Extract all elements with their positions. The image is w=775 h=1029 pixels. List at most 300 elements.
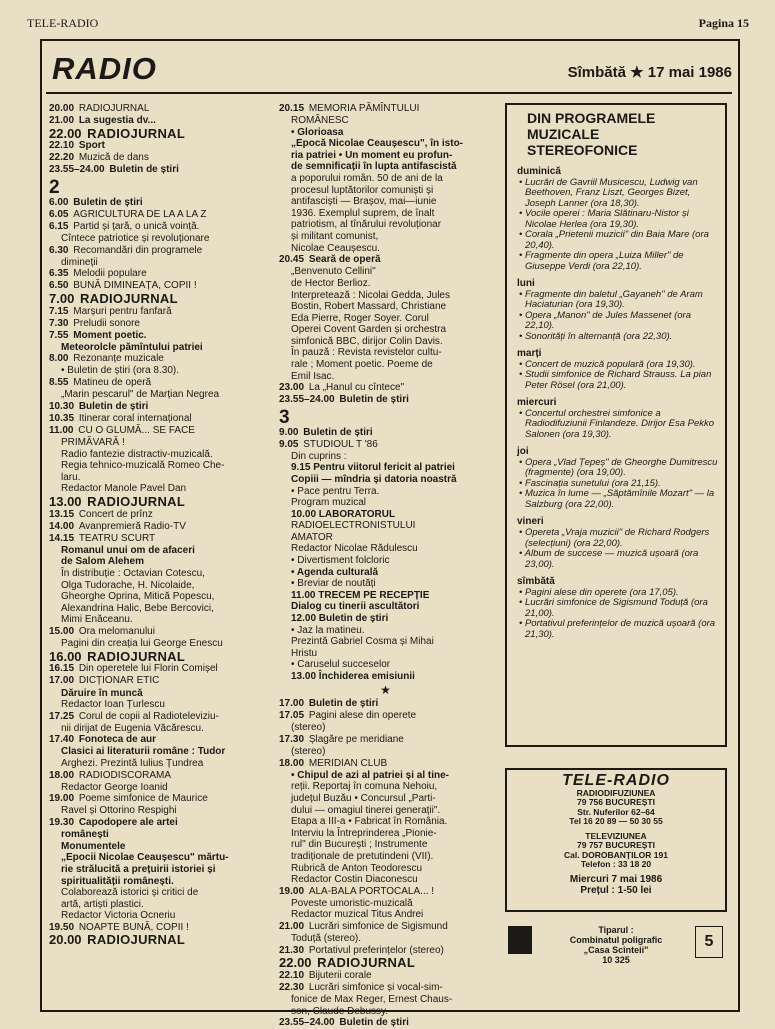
program-detail: nii dirijat de Eugenia Văcărescu. [61, 722, 204, 734]
program-time: 17.25 [49, 710, 75, 722]
stereo-day-heading: vineri [517, 516, 544, 528]
stereo-day-heading: duminică [517, 166, 561, 177]
program-title: Marșuri pentru fanfară [73, 305, 172, 317]
program-detail: • Chipul de azi al patriei și al tine- [291, 769, 449, 781]
program-title: Bijuterii corale [308, 969, 372, 981]
program-title: TEATRU SCURT [78, 532, 156, 544]
stereo-program-item: • Portativul preferințelor de muzică ușoară (ora 21,30). [525, 619, 719, 640]
program-detail: Romanul unui om de afaceri [61, 544, 195, 556]
program-time: 21.30 [279, 944, 305, 956]
program-entry [279, 394, 492, 406]
program-detail: „Epocii Nicolae Ceaușescu" mărtu- [61, 852, 229, 864]
program-entry [49, 413, 262, 425]
program-detail: laru. [61, 471, 81, 483]
program-time: 23.55–24.00 [279, 394, 335, 406]
program-entry [279, 886, 492, 898]
program-detail: Din cuprins : [291, 450, 347, 462]
program-detail: • Jaz la matineu. [291, 624, 365, 636]
program-detail: În pauză : Revista revistelor cultu- [291, 347, 442, 359]
stereo-column [505, 103, 727, 747]
program-time: 22.00 [279, 955, 312, 971]
program-detail: tradiționale de pretutindeni (VII). [291, 850, 434, 862]
program-detail: PRIMĂVARĂ ! [61, 437, 125, 449]
program-title: Buletin de știri [109, 164, 179, 176]
program-detail: Redactor Costin Diaconescu [291, 874, 418, 886]
program-entry [279, 982, 492, 994]
program-title: CU O GLUMĂ... SE FACE [78, 424, 195, 436]
program-detail: RADIOELECTRONISTULUI [291, 520, 416, 532]
program-time: 22.20 [49, 152, 75, 164]
stereo-program-item: • Muzica în lume — „Săptămînile Mozart" — la Salzburg (ora 22,00). [525, 489, 719, 510]
program-time: 6.50 [49, 280, 69, 292]
program-title: Lucrări simfonice de Sigismund [308, 920, 448, 932]
program-entry [49, 934, 262, 946]
program-time: 8.00 [49, 353, 69, 365]
program-detail: (stereo) [291, 722, 326, 734]
radio-address-1: 79 756 BUCUREȘTI [577, 797, 655, 807]
program-detail: • Divertisment folcloric [291, 555, 390, 567]
program-detail: Redactor Nicolae Rădulescu [291, 543, 418, 555]
program-detail: 9.15 Pentru viitorul fericit al patriei [291, 462, 455, 474]
program-title: MERIDIAN CLUB [308, 757, 388, 769]
program-time: 8.55 [49, 377, 69, 389]
program-title: Concert de prînz [78, 508, 153, 520]
program-time: 20.15 [279, 103, 305, 114]
program-title: RADIODISCORAMA [78, 769, 172, 781]
program-title: Buletin de știri [339, 394, 409, 406]
program-title: Corul de copii al Radioteleviziu- [78, 710, 219, 722]
stereo-program-item: • Album de succese — muzică ușoară (ora 23,00). [525, 549, 719, 570]
radio-org: RADIODIFUZIUNEA [576, 787, 656, 798]
program-detail: „Epocă Nicolae Ceaușescu", în isto- [291, 138, 464, 150]
program-detail: Cîntece patriotice și revoluționare [61, 232, 210, 244]
program-entry [279, 254, 492, 266]
stereo-box-title [527, 110, 719, 158]
program-entry [49, 318, 262, 330]
program-detail: Redactor muzical Titus Andrei [291, 909, 424, 921]
program-detail: Regia tehnico-muzicală Romeo Che- [61, 460, 225, 472]
program-detail: spiritualității românești. [61, 875, 174, 887]
program-title: BUNĂ DIMINEAȚA, COPII ! [73, 280, 197, 292]
program-detail: (stereo) [291, 746, 326, 758]
program-detail: județul Buzău • Concursul „Parti- [291, 792, 436, 804]
program-detail: Eda Pierre, Roger Soyer. Corul [291, 312, 429, 324]
program-title: STUDIOUL T '86 [303, 438, 378, 450]
program-title: Buletin de știri [308, 698, 379, 710]
program-entry [49, 770, 262, 782]
program-detail: Arghezi. Prezintă Iulius Țundrea [61, 758, 204, 770]
program-time: 13.00 [49, 494, 82, 509]
program-time: 21.00 [49, 115, 75, 127]
program-entry [49, 425, 262, 437]
program-entry [49, 103, 262, 115]
program-time: 21.00 [279, 920, 305, 932]
program-time: 6.15 [49, 220, 69, 232]
program-detail: Redactor Victoria Ocneriu [61, 910, 176, 922]
program-entry [49, 533, 262, 545]
program-entry [49, 521, 262, 533]
publisher-box [505, 768, 727, 912]
program-entry [49, 209, 262, 221]
tv-address-2: Cal. DOROBANȚILOR 191 [564, 849, 668, 860]
program-detail: Copiii — mîndria și datoria noastră [291, 473, 457, 485]
section-date: Sîmbătă ★ 17 mai 1986 [567, 64, 732, 81]
program-detail: patriotism, al tînărului revoluționar [291, 219, 442, 231]
program-title: Itinerar coral internațional [78, 412, 192, 424]
program-time: 20.45 [279, 254, 305, 266]
program-time: 15.00 [49, 626, 75, 638]
program-time: 14.15 [49, 532, 75, 544]
tv-address-1: 79 757 BUCUREȘTI [577, 840, 655, 850]
program-title: Poeme simfonice de Maurice [78, 793, 208, 805]
program-time: 9.05 [279, 438, 299, 450]
tv-phone: Telefon : 33 18 20 [580, 859, 652, 869]
program-time: 10.35 [49, 412, 75, 424]
program-entry [49, 793, 262, 805]
program-entry [49, 401, 262, 413]
program-time: 23.55–24.00 [49, 164, 105, 176]
program-time: 6.30 [49, 244, 69, 256]
program-detail: Colaborează istorici și critici de [61, 887, 199, 899]
program-detail: • Agenda culturală [291, 566, 379, 578]
stereo-day-heading: marți [517, 348, 542, 360]
separator-star-icon: ★ [380, 682, 391, 697]
program-entry [49, 306, 262, 318]
program-time: 16.00 [49, 648, 82, 664]
program-title: La „Hanul cu cîntece" [308, 382, 405, 394]
program-detail: dului — omagiul tinerei generații". [291, 804, 441, 816]
printer-line: 10 325 [602, 955, 630, 965]
program-time: 10.30 [49, 400, 75, 412]
program-time: 7.15 [49, 305, 69, 317]
stereo-days-list [517, 166, 719, 640]
printer-line: Combinatul poligrafic [569, 935, 663, 945]
printer-block [505, 922, 727, 972]
stereo-box [505, 103, 727, 747]
program-detail: Dialog cu tinerii ascultători [291, 601, 420, 613]
program-entry [49, 330, 262, 342]
program-time: 20.00 [49, 103, 75, 114]
program-detail: și militant comunist, [291, 231, 379, 243]
program-title: Seară de operă [308, 254, 381, 266]
program-time: 7.00 [49, 290, 75, 306]
stereo-day-heading: sîmbătă [517, 576, 555, 588]
program-detail: Monumentele [61, 840, 126, 852]
program-entry [279, 921, 492, 933]
program-detail: Interviu la Întreprinderea „Pionie- [291, 827, 437, 839]
program-detail: ROMÂNESC [291, 115, 349, 127]
program-time: 6.05 [49, 208, 69, 220]
program-time: 19.30 [49, 817, 75, 829]
program-time: 22.10 [279, 969, 305, 981]
program-detail: • Caruselul succeselor [291, 659, 391, 671]
day-number: 2 [49, 177, 60, 199]
program-detail: artă, artiști plastici. [61, 898, 144, 910]
program-detail: reții. Reportaj în comuna Nehoiu, [291, 781, 438, 793]
program-title: Sport [78, 140, 105, 152]
program-title: Rezonanțe muzicale [73, 353, 164, 365]
stereo-program-item: • Opera „Manon" de Jules Massenet (ora 22,10). [525, 311, 719, 332]
program-time: 14.00 [49, 520, 75, 532]
program-time: 9.00 [279, 426, 299, 438]
program-detail: antifasciști — Brașov, mai—iunie [291, 196, 437, 208]
program-time: 11.00 [49, 424, 74, 436]
stereo-program-item: • Sonorități în alternanță (ora 22,30). [525, 332, 719, 343]
program-entry [49, 197, 262, 209]
stereo-program-item: • Lucrări simfonice de Sigismund Toduță (ora 21,00). [525, 598, 719, 619]
program-title: Portativul preferințelor (stereo) [308, 944, 444, 956]
program-entry [279, 758, 492, 770]
stereo-program-item: • Fragmente din opera „Luiza Miller" de Giuseppe Verdi (ora 22,10). [525, 251, 719, 272]
program-entry [49, 817, 262, 829]
program-time: 17.30 [279, 733, 305, 745]
program-title: Fonoteca de aur [78, 734, 157, 746]
program-entry [279, 957, 492, 969]
program-title: RADIOJURNAL [317, 955, 416, 971]
program-title: AGRICULTURA DE LA A LA Z [73, 208, 207, 220]
stereo-day-heading: miercuri [517, 397, 557, 409]
program-detail: românești [61, 829, 109, 841]
program-time: 6.35 [49, 268, 69, 280]
issue-price: Prețul : 1-50 lei [580, 885, 652, 896]
program-detail: Redactor Manole Pavel Dan [61, 483, 187, 495]
program-detail: Alexandrina Halic, Bebe Bercovici, [61, 602, 214, 614]
program-entry [49, 245, 262, 257]
program-entry [49, 140, 262, 152]
program-time: 20.00 [49, 932, 82, 948]
program-time: 22.00 [49, 125, 82, 141]
program-detail: ria patriei • Un moment eu profun- [291, 149, 453, 161]
program-title: Șlagăre pe meridiane [308, 733, 404, 745]
program-detail: Meteorolcle pămîntului patriei [61, 341, 203, 353]
program-entry [279, 710, 492, 722]
program-detail: son, Claude Debussy. [291, 1005, 389, 1017]
tv-org: TELEVIZIUNEA [585, 830, 647, 841]
program-entry [49, 268, 262, 280]
program-title: Buletin de știri [78, 400, 149, 412]
program-time: 18.00 [49, 769, 75, 781]
program-entry [49, 675, 262, 687]
program-detail: „Benvenuto Cellini" [291, 266, 376, 278]
stereo-program-item: • Corala „Prietenii muzicii" din Baia Mare (ora 20,40). [525, 230, 719, 251]
program-detail: Hristu [291, 647, 318, 659]
program-detail: 12.00 Buletin de știri [291, 613, 389, 625]
page-number: Pagina 15 [698, 16, 749, 30]
program-detail: rie strălucită a prețuirii istoriei și [61, 863, 216, 875]
program-entry [279, 103, 492, 115]
radio-address-2: Str. Nuferilor 62–64 [577, 806, 655, 817]
program-detail: rale ; Moment poetic. Poeme de [291, 359, 433, 371]
issue-date: Miercuri 7 mai 1986 [569, 873, 663, 885]
program-detail: 1936. Exemplul suprem, de înalt [291, 207, 435, 219]
program-entry [279, 734, 492, 746]
program-entry [49, 353, 262, 365]
program-entry [279, 382, 492, 394]
stereo-title-line: STEREOFONICE [527, 142, 638, 158]
stereo-program-item: • Fascinația sunetului (ora 21,15). [525, 479, 719, 490]
program-title: Buletin de știri [339, 1017, 409, 1029]
program-detail: Gheorghe Oprina, Mitică Popescu, [61, 591, 215, 603]
program-detail: „Marin pescarul" de Marțian Negrea [61, 389, 220, 401]
program-detail: Redactor Ioan Țurlescu [61, 699, 165, 711]
program-entry [49, 377, 262, 389]
program-detail: Emil Isac. [291, 370, 335, 382]
program-title: RADIOJURNAL [78, 103, 150, 114]
program-time: 23.00 [279, 382, 305, 394]
program-entry [279, 427, 492, 439]
program-detail: procesul luptătorilor comuniști și [291, 184, 434, 196]
program-title: RADIOJURNAL [87, 648, 186, 664]
program-title: RADIOJURNAL [79, 290, 178, 306]
program-detail: Program muzical [291, 497, 367, 509]
program-detail: Operei Covent Garden și orchestra [291, 324, 447, 336]
program-title: MEMORIA PĂMÎNTULUI [308, 103, 420, 114]
program-detail: În distribuție : Octavian Cotescu, [61, 568, 205, 580]
program-detail: simfonică BBC, dirijor Colin Davis. [291, 335, 443, 347]
program-title: RADIOJURNAL [87, 125, 186, 141]
program-detail: Nicolae Ceaușescu. [291, 242, 380, 254]
program-detail: Rubrică de Anton Teodorescu [291, 862, 423, 874]
program-detail: Poveste umoristic-muzicală [291, 897, 413, 909]
program-column-1 [49, 103, 262, 947]
program-detail: • Glorioasa [291, 126, 344, 138]
program-title: RADIOJURNAL [87, 932, 186, 948]
program-detail: rul" din București ; Instrumente [291, 839, 428, 851]
program-detail: Bostin, Robert Massard, Christiane [291, 301, 447, 313]
radio-phone: Tel 16 20 89 — 50 30 55 [569, 816, 663, 826]
program-detail: Prezintă Gabriel Cosma și Mihai [291, 636, 434, 648]
program-time: 16.15 [49, 663, 75, 675]
stereo-day-heading: luni [517, 278, 535, 290]
program-detail: fonice de Max Reger, Ernest Chaus- [291, 994, 453, 1006]
program-title: Pagini alese din operete [308, 710, 417, 722]
program-entry [49, 663, 262, 675]
stereo-program-item: • Pagini alese din operete (ora 17,05). [525, 588, 719, 599]
program-entry [49, 711, 262, 723]
program-detail: • Breviar de noutăți [291, 578, 376, 590]
program-title: Matineu de operă [73, 377, 152, 389]
program-detail: de Salom Alehem [61, 556, 144, 568]
program-time: 23.55–24.00 [279, 1017, 335, 1029]
program-time: 18.00 [279, 757, 305, 769]
program-entry [49, 152, 262, 164]
stereo-title-line: DIN PROGRAMELE [527, 110, 656, 126]
program-title: DICȚIONAR ETIC [78, 675, 160, 687]
program-detail: AMATOR [291, 531, 333, 543]
publisher-brand: TELE-RADIO [562, 772, 670, 789]
stereo-program-item: • Fragmente din baletul „Gayaneh" de Aram Haciaturian (ora 19,30). [525, 290, 719, 311]
program-entry [49, 734, 262, 746]
program-title: Melodii populare [73, 268, 147, 280]
program-time: 7.30 [49, 317, 69, 329]
program-title: Preludii sonore [73, 317, 140, 329]
print-number-badge: 5 [695, 926, 723, 958]
printer-line: Tiparul : [598, 925, 634, 935]
program-title: Buletin de știri [303, 426, 373, 438]
program-detail: de semnificații în lupta antifascistă [291, 161, 457, 173]
title-rule [46, 92, 732, 94]
program-entry [49, 509, 262, 521]
program-title: La sugestia dv... [78, 115, 156, 127]
program-entry [279, 1017, 492, 1029]
program-title: Lucrări simfonice și vocal-sim- [308, 981, 443, 993]
program-time: 22.30 [279, 981, 305, 993]
program-detail: de Hector Berlioz. [291, 277, 371, 289]
program-detail: Redactor George Ioanid [61, 781, 168, 793]
program-detail: Interpretează : Nicolai Gedda, Jules [291, 289, 450, 301]
program-entry [49, 221, 262, 233]
program-time: 19.00 [279, 885, 305, 897]
stereo-program-item: • Concertul orchestrei simfonice a Radiodifuziunii Finlandeze. Dirijor Esa Pekko Salonen (ora 19,30). [525, 409, 719, 441]
program-entry [279, 439, 492, 451]
program-title: ALA-BALA PORTOCALA... ! [308, 885, 435, 897]
printer-logo-icon [508, 926, 532, 954]
program-entry [49, 496, 262, 508]
program-entry [49, 290, 262, 306]
program-title: Avanpremieră Radio-TV [78, 520, 186, 532]
program-time: 19.00 [49, 793, 75, 805]
program-title: Buletin de știri [73, 196, 143, 208]
program-title: Muzică de dans [78, 152, 149, 164]
program-column-2 [279, 103, 492, 1029]
stereo-program-item: • Concert de muzică populară (ora 19,30). [525, 360, 719, 371]
program-detail: Clasici ai literaturii române : Tudor [61, 746, 226, 758]
program-detail: 13.00 Închiderea emisiunii [291, 671, 415, 682]
stereo-program-item: • Opera „Vlad Țepeș" de Gheorghe Dumitrescu (fragmente) (ora 19,00). [525, 458, 719, 479]
program-entry [49, 648, 262, 664]
program-title: Partid și țară, o unică voință. [73, 220, 200, 232]
program-detail: • Buletin de știri (ora 8.30). [61, 365, 179, 377]
program-entry [49, 626, 262, 638]
program-detail: dimineții [61, 256, 98, 268]
program-detail: Etapa a III-a • Fabricat în România. [291, 816, 448, 828]
program-time: 17.00 [279, 698, 305, 710]
program-title: Ora melomanului [78, 626, 155, 638]
program-detail: Dăruire în muncă [61, 687, 143, 699]
program-time: 22.10 [49, 140, 75, 152]
program-time: 19.50 [49, 921, 75, 933]
program-title: NOAPTE BUNĂ, COPII ! [78, 921, 189, 933]
program-detail: Radio fantezie distractiv-muzicală. [61, 448, 213, 460]
stereo-title-line: MUZICALE [527, 126, 600, 142]
program-detail: Pagini din creația lui George Enescu [61, 638, 223, 650]
program-entry [49, 164, 262, 176]
stereo-program-item: • Opereta „Vraja muzicii" de Richard Rodgers (selecțiuni) (ora 22,00). [525, 528, 719, 549]
program-time: 13.15 [49, 508, 75, 520]
printer-info [541, 925, 691, 965]
stereo-program-item: • Studii simfonice de Richard Strauss. La pian Peter Rösel (ora 21,00). [525, 370, 719, 391]
stereo-program-item: • Lucrări de Gavriil Musicescu, Ludwig van Beethoven, Franz Liszt, Georges Bizet, Joseph Lanner (ora 18,30). [525, 178, 719, 210]
day-number: 3 [279, 406, 290, 428]
newspaper-name: TELE-RADIO [27, 16, 99, 30]
program-detail: 11.00 TRECEM PE RECEPȚIE [291, 589, 430, 601]
program-title: Moment poetic. [73, 329, 147, 341]
program-detail: Ravel și Ottorino Respighi [61, 805, 177, 817]
stereo-day-heading: joi [517, 446, 529, 458]
program-detail: Olga Tudorache, H. Nicolaide, [61, 579, 195, 591]
printer-line: „Casa Scînteii" [583, 945, 649, 955]
section-title: RADIO [52, 51, 157, 86]
program-detail: 10.00 LABORATORUL [291, 508, 396, 520]
program-time: 7.55 [49, 329, 69, 341]
program-time: 17.40 [49, 734, 75, 746]
program-time: 17.05 [279, 710, 305, 722]
program-detail: a poporului român. 50 de ani de la [291, 173, 443, 185]
program-detail: Mimi Enăceanu. [61, 614, 133, 626]
program-detail: • Pace pentru Terra. [291, 485, 380, 497]
program-title: RADIOJURNAL [87, 494, 186, 509]
program-title: Din operetele lui Florin Comișel [78, 663, 218, 675]
